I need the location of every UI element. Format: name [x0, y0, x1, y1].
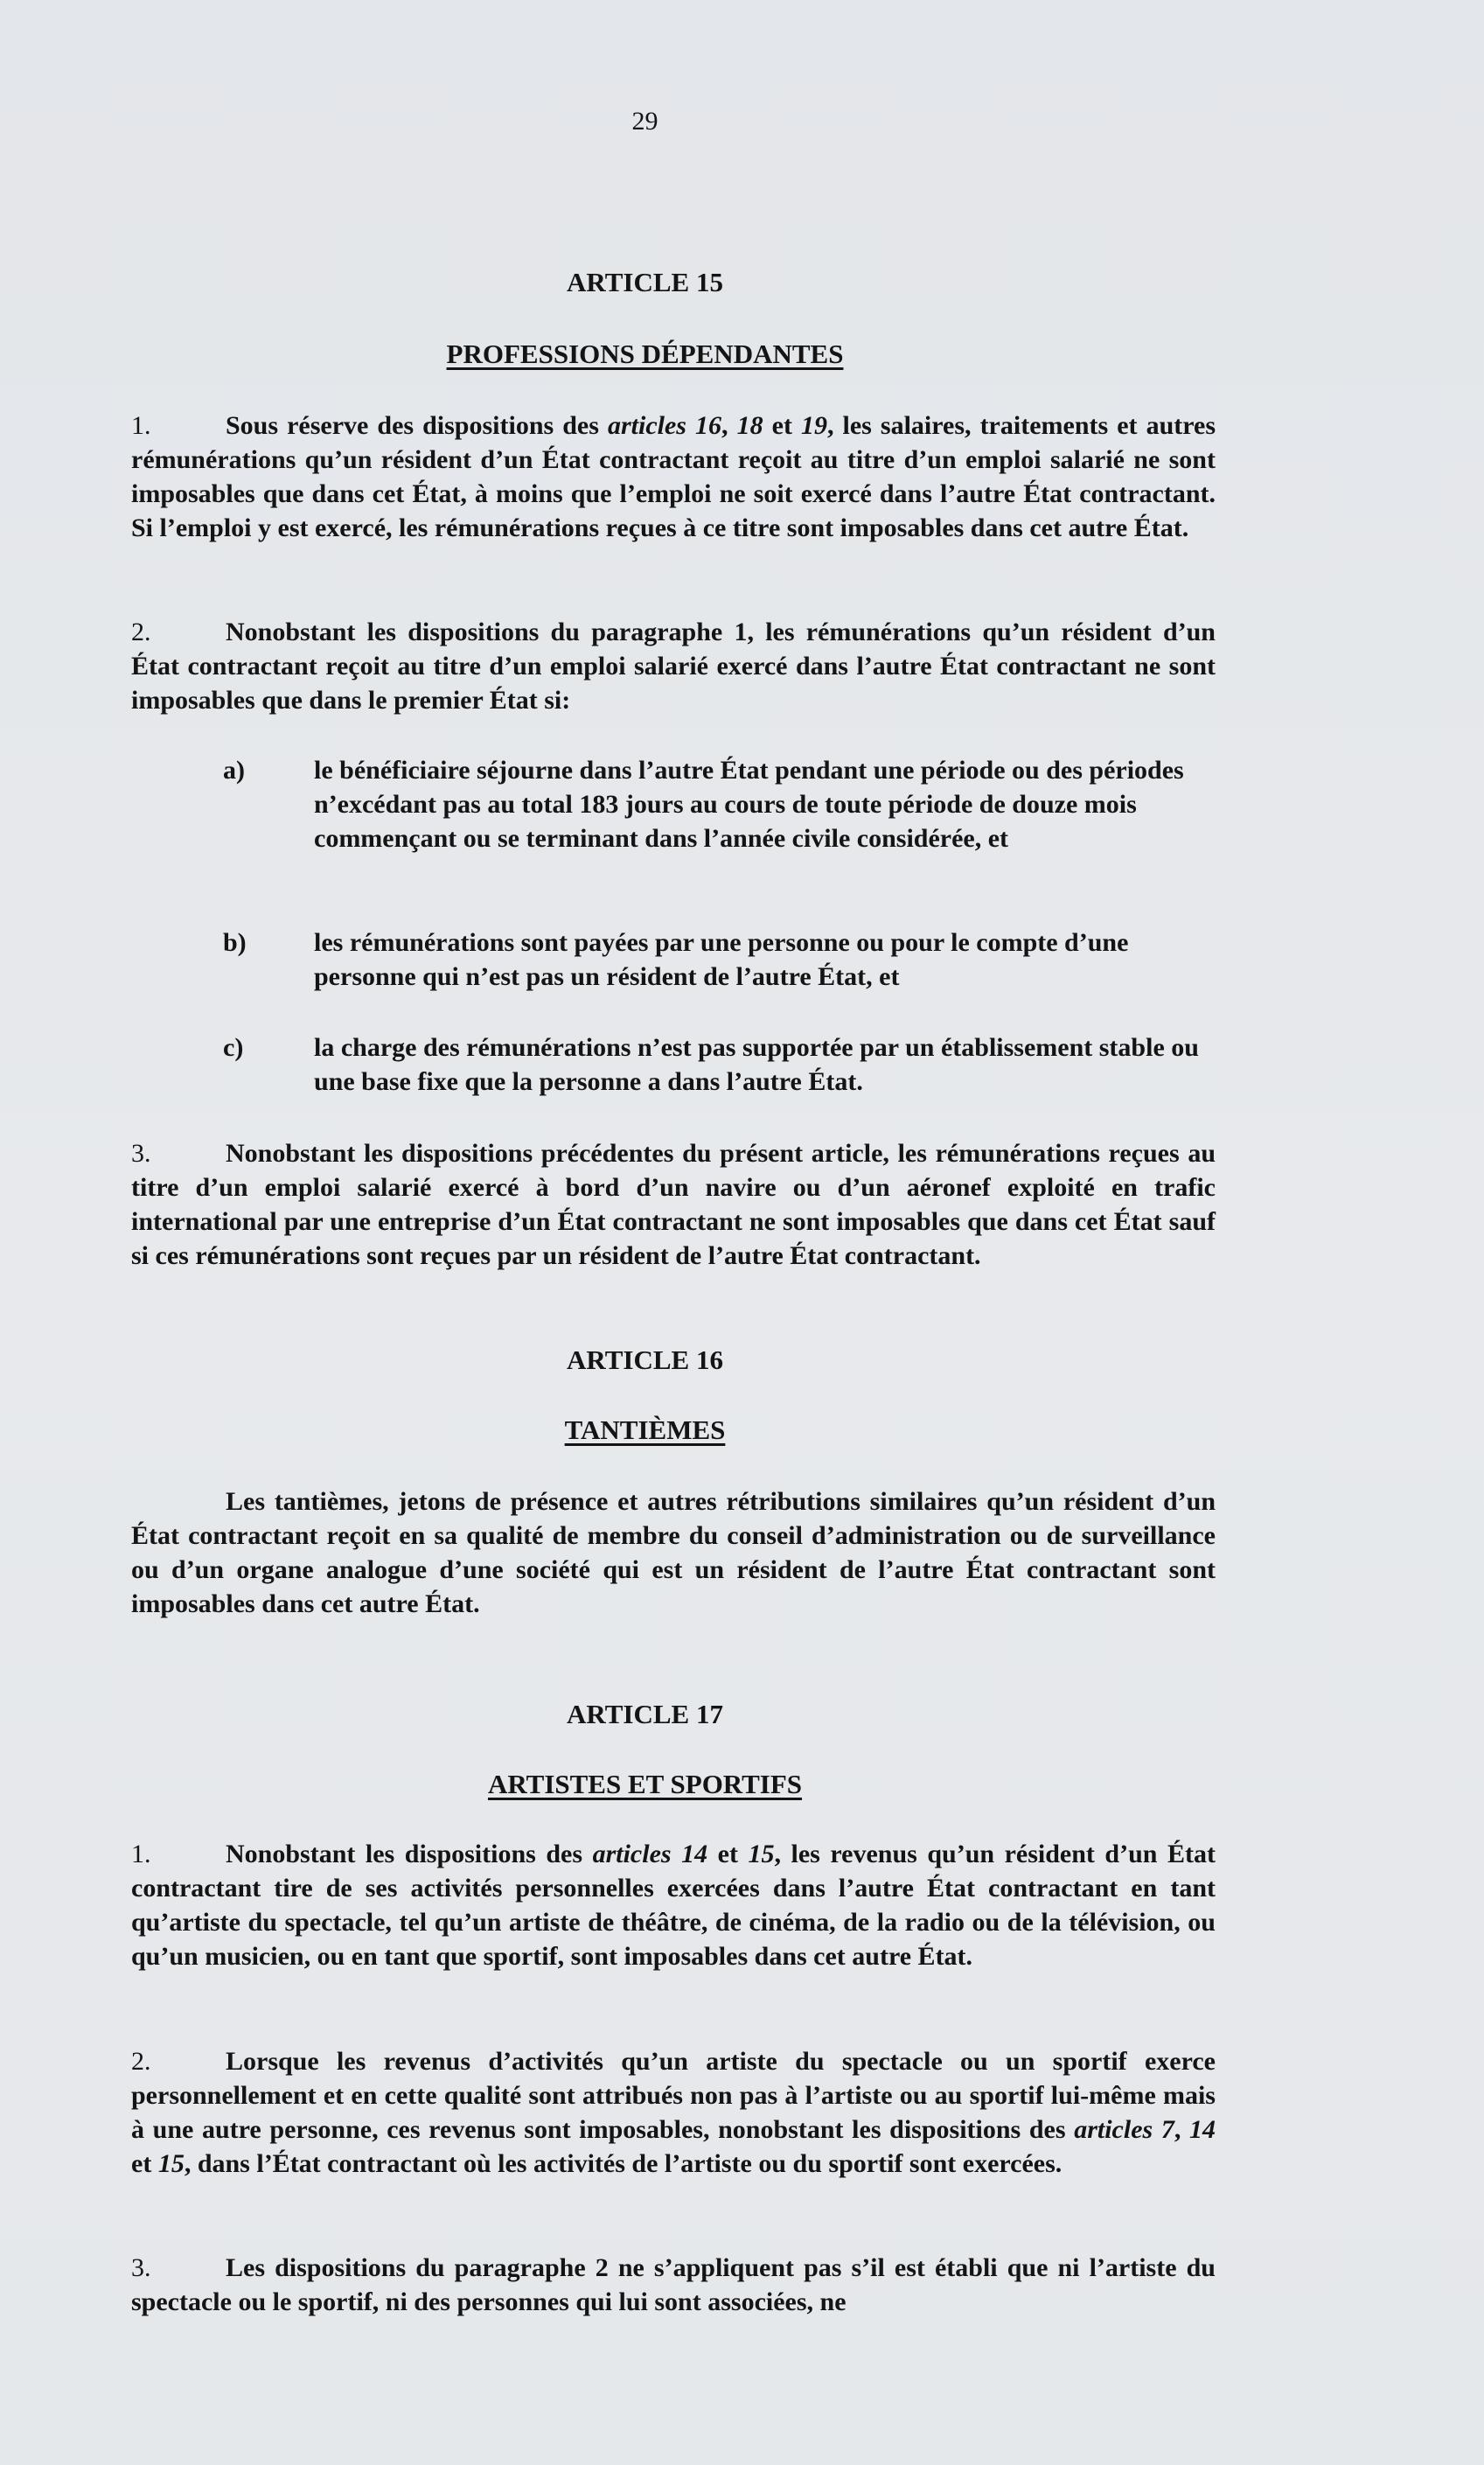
text-run: et [763, 411, 801, 440]
article-reference: 19 [800, 411, 827, 440]
article-16-paragraph [131, 1484, 1216, 1621]
list-item-text: la charge des rémunérations n’est pas supportée par un établissement stable ou une base fixe que la personne a dans l’autre État. [314, 1033, 1199, 1096]
article-15-paragraph-1 [131, 409, 1216, 545]
text-run: , [1174, 2115, 1189, 2144]
article-reference: articles 16 [607, 411, 722, 440]
paragraph-number: 1. [131, 411, 151, 440]
article-15-paragraph-3 [131, 1136, 1216, 1273]
article-15-subtitle-text: PROFESSIONS DÉPENDANTES [446, 339, 844, 369]
list-item-label: b) [223, 928, 247, 957]
text-run: et [707, 1840, 749, 1868]
article-17-paragraph-2 [131, 2044, 1216, 2181]
paragraph-number: 1. [131, 1840, 151, 1868]
paragraph-number: 3. [131, 2253, 151, 2282]
article-15-subtitle [0, 339, 1290, 370]
text-run: Les dispositions du paragraphe 2 ne s’appliquent pas s’il est établi que ni l’artiste du spectacle ou le sportif, ni des personnes qui lui sont associées, ne [131, 2253, 1216, 2316]
paragraph-number: 2. [131, 618, 151, 646]
article-reference: 15 [748, 1840, 775, 1868]
text-run: Nonobstant les dispositions des [226, 1840, 593, 1868]
text-run: , les revenus qu’un résident d’un État contractant tire de ses activités personnelles exercées dans l’autre État contractant en tant qu’artiste du spectacle, tel qu’un artiste de théâtre, de cinéma, de la radio ou de la télévision, ou qu’un musicien, ou en tant que sportif, sont imposables dans cet autre État. [131, 1840, 1216, 1971]
article-17-subtitle [0, 1769, 1290, 1800]
paragraph-number: 3. [131, 1139, 151, 1168]
text-run: , dans l’État contractant où les activités de l’artiste ou du sportif sont exercées. [184, 2149, 1062, 2178]
list-item-text: le bénéficiaire séjourne dans l’autre État pendant une période ou des périodes n’excédant pas au total 183 jours au cours de toute période de douze mois commençant ou se terminant dans l’année civile considérée, et [314, 756, 1184, 853]
article-17-title: ARTICLE 17 [567, 1699, 723, 1729]
article-reference: articles 7 [1074, 2115, 1174, 2144]
article-17-subtitle-text: ARTISTES ET SPORTIFS [487, 1769, 803, 1799]
article-16-subtitle [0, 1414, 1290, 1446]
list-item-text: les rémunérations sont payées par une personne ou pour le compte d’une personne qui n’est pas un résident de l’autre État, et [314, 928, 1129, 991]
article-17-paragraph-1 [131, 1837, 1216, 1973]
text-run: Les tantièmes, jetons de présence et autres rétributions similaires qu’un résident d’un État contractant reçoit en sa qualité de membre du conseil d’administration ou de surveillance ou d’un organe analogue d’une société qui est un résident de l’autre État contractant sont imposables dans cet autre État. [131, 1487, 1216, 1618]
text-run: , [721, 411, 737, 440]
article-reference: 15 [157, 2149, 185, 2178]
text-run: Lorsque les revenus d’activités qu’un artiste du spectacle ou un sportif exerce personnellement et en cette qualité sont attribués non pas à l’artiste ou au sportif lui-même mais à une autre personne, ces revenus sont imposables, nonobstant les dispositions des [131, 2047, 1216, 2144]
list-item-label: a) [223, 756, 245, 785]
article-17-paragraph-3 [131, 2251, 1216, 2319]
article-15-title: ARTICLE 15 [567, 267, 723, 297]
article-16-title: ARTICLE 16 [567, 1344, 723, 1375]
text-run: Nonobstant les dispositions du paragraphe 1, les rémunérations qu’un résident d’un État contractant reçoit au titre d’un emploi salarié exercé dans l’autre État contractant ne sont imposables que dans le premier État si: [131, 618, 1216, 715]
text-run: Nonobstant les dispositions précédentes du présent article, les rémunérations reçues au titre d’un emploi salarié exercé à bord d’un navire ou d’un aéronef exploité en trafic international par une entreprise d’un État contractant ne sont imposables que dans cet État sauf si ces rémunérations sont reçues par un résident de l’autre État contractant. [131, 1139, 1216, 1270]
article-reference: 18 [736, 411, 763, 440]
paragraph-number: 2. [131, 2047, 151, 2076]
text-run: Sous réserve des dispositions des [226, 411, 608, 440]
article-reference: 14 [1189, 2115, 1216, 2144]
text-run: et [131, 2149, 158, 2178]
text-run: , les salaires, traitements et autres rémunérations qu’un résident d’un État contractant reçoit au titre d’un emploi salarié ne sont imposables que dans cet État, à moins que l’emploi ne soit exercé dans l’autre État contractant. Si l’emploi y est exercé, les rémunérations reçues à ce titre sont imposables dans cet autre État. [131, 411, 1216, 542]
article-15-paragraph-2 [131, 615, 1216, 717]
article-16-subtitle-text: TANTIÈMES [564, 1414, 726, 1445]
list-item-label: c) [223, 1033, 244, 1062]
article-reference: articles 14 [592, 1840, 708, 1868]
page-number: 29 [631, 107, 658, 136]
